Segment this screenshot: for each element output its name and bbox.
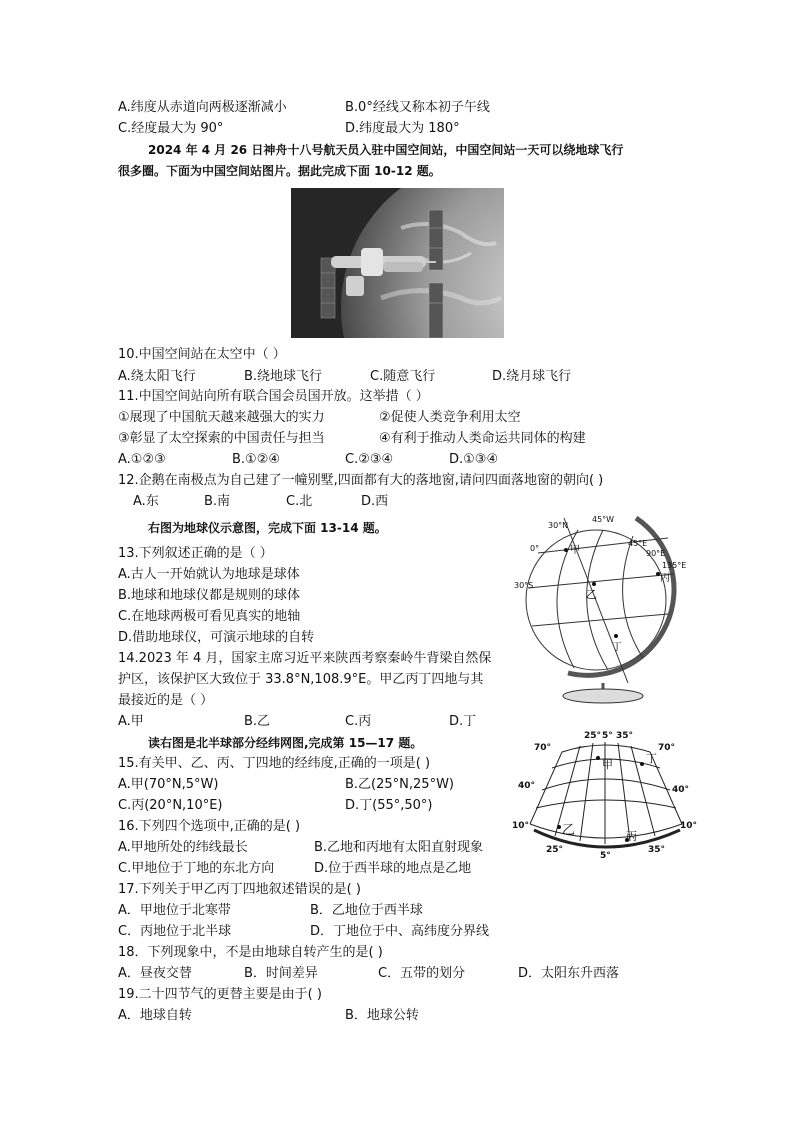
- label-135e: 135°E: [662, 561, 687, 570]
- q9-option-d: D.纬度最大为 180°: [345, 121, 460, 136]
- q10-option-b: B.绕地球飞行: [244, 369, 323, 384]
- lon-15e-line: [618, 743, 630, 841]
- label-45w: 45°W: [592, 515, 615, 524]
- q11-statement-2: ②促使人类竞争利用太空: [379, 410, 521, 425]
- label-ding: 丁: [612, 642, 622, 653]
- q9-option-c: C.经度最大为 90°: [118, 121, 224, 136]
- label-ding: 丁: [646, 752, 657, 765]
- label-bing: 丙: [660, 573, 670, 584]
- lat-10-arc: [530, 824, 682, 838]
- q17-option-d: D．丁地位于中、高纬度分界线: [310, 924, 490, 939]
- lat-30s-line: [532, 614, 668, 626]
- q16-option-d: D.位于西半球的地点是乙地: [314, 861, 472, 876]
- globe-diagram: [508, 508, 693, 708]
- q10-option-d: D.绕月球飞行: [492, 369, 572, 384]
- label-30n: 30°N: [548, 521, 569, 530]
- q15-option-a: A.甲(70°N,5°W): [118, 777, 219, 792]
- q17-option-a: A．甲地位于北寒带: [118, 903, 231, 918]
- label-jia: 甲: [570, 545, 580, 556]
- lat-70-arc: [562, 745, 650, 752]
- label-top-5: 5°: [602, 731, 613, 741]
- label-right-70: 70°: [658, 743, 676, 753]
- label-left-10: 10°: [512, 821, 530, 831]
- label-yi: 乙: [562, 823, 576, 838]
- q10-option-a: A.绕太阳飞行: [118, 369, 196, 384]
- label-45e: 45°E: [628, 539, 648, 548]
- q12-option-a: A.东: [133, 494, 159, 509]
- q17-option-b: B．乙地位于西半球: [310, 903, 423, 918]
- label-bottom-35: 35°: [648, 845, 666, 855]
- point-yi: [592, 582, 596, 586]
- q19-stem: 19.二十四节气的更替主要是由于( ): [118, 987, 322, 1002]
- q14-stem-line1: 14.2023 年 4 月，国家主席习近平来陕西考察秦岭牛背梁自然保: [118, 651, 492, 666]
- q12-option-b: B.南: [204, 494, 231, 509]
- q11-option-b: B.①②④: [232, 452, 281, 467]
- q13-option-d: D.借助地球仪，可演示地球的自转: [118, 630, 315, 645]
- globe-base: [563, 689, 643, 703]
- q16-option-a: A.甲地所处的纬线最长: [118, 840, 248, 855]
- lat-40-arc: [542, 779, 670, 790]
- q11-statement-3: ③彰显了太空探索的中国责任与担当: [118, 431, 325, 446]
- q16-stem: 16.下列四个选项中,正确的是( ): [118, 819, 301, 834]
- label-30s: 30°S: [514, 581, 534, 590]
- point-ding: [640, 762, 644, 766]
- q9-option-a: A.纬度从赤道向两极逐渐减小: [118, 100, 287, 115]
- q15-stem: 15.有关甲、乙、丙、丁四地的经纬度,正确的一项是( ): [118, 756, 431, 771]
- lat-25-arc: [536, 800, 676, 808]
- solar-panel-left: [321, 258, 335, 318]
- q18-stem: 18．下列现象中，不是由地球自转产生的是( ): [118, 945, 383, 960]
- label-0: 0°: [530, 544, 540, 553]
- q16-option-c: C.甲地位于丁地的东北方向: [118, 861, 275, 876]
- q12-option-c: C.北: [286, 494, 313, 509]
- q12-option-d: D.西: [361, 494, 389, 509]
- label-bing: 丙: [626, 830, 637, 843]
- q14-stem-line2: 护区，该保护区大致位于 33.8°N,108.9°E。甲乙丙丁四地与其: [118, 672, 484, 687]
- q18-option-b: B．时间差异: [244, 966, 318, 981]
- label-bottom-25: 25°: [546, 845, 564, 855]
- point-jia: [564, 548, 568, 552]
- intro-10-12-line2: 很多圈。下面为中国空间站图片。据此完成下面 10-12 题。: [118, 164, 441, 178]
- q13-stem: 13.下列叙述正确的是（ ）: [118, 546, 273, 561]
- q11-statement-4: ④有利于推动人类命运共同体的构建: [379, 431, 586, 446]
- intro-15-17: 读右图是北半球部分经纬网图,完成第 15—17 题。: [148, 736, 423, 750]
- q11-option-a: A.①②③: [118, 452, 166, 467]
- q14-option-a: A.甲: [118, 714, 144, 729]
- label-yi: 乙: [586, 588, 597, 601]
- q11-option-d: D.①③④: [449, 452, 499, 467]
- q14-option-d: D.丁: [449, 714, 477, 729]
- latlon-grid-diagram: [510, 728, 700, 862]
- q11-stem: 11.中国空间站向所有联合国会员国开放。这举措（ ）: [118, 389, 429, 404]
- equator-line: [528, 574, 674, 588]
- lon-15w-line: [580, 743, 593, 841]
- space-station-image: [291, 188, 504, 338]
- q14-option-b: B.乙: [244, 714, 271, 729]
- q13-option-b: B.地球和地球仪都是规则的球体: [118, 588, 301, 603]
- point-jia: [596, 756, 600, 760]
- q10-option-c: C.随意飞行: [370, 369, 436, 384]
- space-station-photo: [291, 188, 504, 338]
- q14-stem-line3: 最接近的是（ ）: [118, 693, 214, 708]
- q15-option-d: D.丁(55°,50°): [345, 798, 433, 813]
- intro-13-14: 右图为地球仪示意图，完成下面 13-14 题。: [148, 521, 387, 535]
- label-left-40: 40°: [518, 781, 536, 791]
- q18-option-c: C．五带的划分: [378, 966, 466, 981]
- point-yi: [557, 825, 561, 829]
- intro-10-12-line1: 2024 年 4 月 26 日神舟十八号航天员入驻中国空间站，中国空间站一天可以绕地球飞行: [148, 143, 624, 157]
- label-top-35: 35°: [616, 731, 634, 741]
- label-right-40: 40°: [672, 785, 690, 795]
- q11-statement-1: ①展现了中国航天越来越强大的实力: [118, 410, 325, 425]
- q17-stem: 17.下列关于甲乙丙丁四地叙述错误的是( ): [118, 882, 361, 897]
- q10-stem: 10.中国空间站在太空中（ ）: [118, 347, 286, 362]
- label-jia: 甲: [602, 758, 613, 771]
- q16-option-b: B.乙地和丙地有太阳直射现象: [314, 840, 484, 855]
- label-top-25: 25°: [584, 731, 602, 741]
- label-90e: 90°E: [646, 549, 666, 558]
- q19-option-b: B．地球公转: [345, 1008, 419, 1023]
- q9-option-b: B.0°经线又称本初子午线: [345, 100, 490, 115]
- q17-option-c: C．丙地位于北半球: [118, 924, 232, 939]
- label-right-10: 10°: [680, 821, 698, 831]
- point-ding: [614, 634, 618, 638]
- q12-stem: 12.企鹅在南极点为自己建了一幢别墅,四面都有大的落地窗,请问四面落地窗的朝向( ): [118, 473, 604, 488]
- q15-option-b: B.乙(25°N,25°W): [345, 777, 454, 792]
- label-bottom-5: 5°: [600, 851, 611, 861]
- q18-option-d: D．太阳东升西落: [518, 966, 620, 981]
- q11-option-c: C.②③④: [345, 452, 394, 467]
- q14-option-c: C.丙: [345, 714, 372, 729]
- lon-line-3: [623, 536, 643, 658]
- q18-option-a: A．昼夜交替: [118, 966, 192, 981]
- q13-option-c: C.在地球两极可看见真实的地轴: [118, 609, 301, 624]
- q15-option-c: C.丙(20°N,10°E): [118, 798, 223, 813]
- label-left-70: 70°: [534, 743, 552, 753]
- q13-option-a: A.古人一开始就认为地球是球体: [118, 567, 300, 582]
- q19-option-a: A．地球自转: [118, 1008, 192, 1023]
